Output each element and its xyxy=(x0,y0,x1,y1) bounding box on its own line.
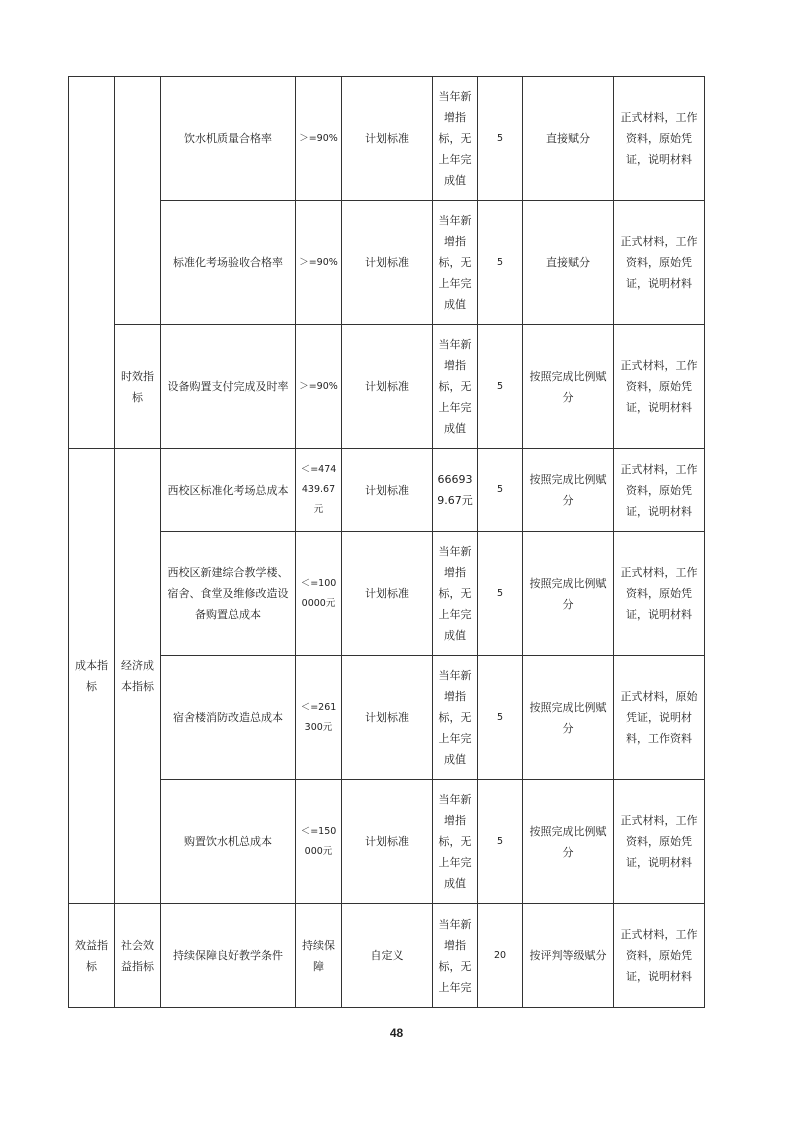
basis-cell: 计划标准 xyxy=(342,77,433,201)
last-year-value-cell: 当年新增指标，无上年完 xyxy=(433,904,478,1008)
scoring-method-cell: 按照完成比例赋分 xyxy=(523,780,614,904)
evidence-cell: 正式材料，工作资料，原始凭证，说明材料 xyxy=(614,325,705,449)
indicator-name-cell: 饮水机质量合格率 xyxy=(161,77,296,201)
indicator-name-cell: 标准化考场验收合格率 xyxy=(161,201,296,325)
last-year-value-cell: 666939.67元 xyxy=(433,449,478,532)
last-year-value-cell: 当年新增指标，无上年完成值 xyxy=(433,325,478,449)
score-cell: 5 xyxy=(478,77,523,201)
table-row xyxy=(69,532,705,656)
level1-indicator-cell: 成本指标 xyxy=(69,449,115,904)
evidence-cell: 正式材料，工作资料，原始凭证，说明材料 xyxy=(614,449,705,532)
level2-indicator-cell: 时效指标 xyxy=(115,325,161,449)
level2-indicator-cell: 社会效益指标 xyxy=(115,904,161,1008)
score-cell: 5 xyxy=(478,780,523,904)
performance-indicator-table xyxy=(68,76,705,1008)
score-cell: 5 xyxy=(478,325,523,449)
indicator-value-cell: 持续保障 xyxy=(296,904,342,1008)
table-row xyxy=(69,201,705,325)
evidence-cell: 正式材料，工作资料，原始凭证，说明材料 xyxy=(614,904,705,1008)
basis-cell: 自定义 xyxy=(342,904,433,1008)
table-row xyxy=(69,904,705,1008)
evidence-cell: 正式材料，工作资料，原始凭证，说明材料 xyxy=(614,780,705,904)
table-row xyxy=(69,780,705,904)
scoring-method-cell: 按评判等级赋分 xyxy=(523,904,614,1008)
table-row xyxy=(69,656,705,780)
score-cell: 5 xyxy=(478,449,523,532)
evidence-cell: 正式材料，原始凭证，说明材料，工作资料 xyxy=(614,656,705,780)
last-year-value-cell: 当年新增指标，无上年完成值 xyxy=(433,201,478,325)
score-cell: 5 xyxy=(478,532,523,656)
basis-cell: 计划标准 xyxy=(342,532,433,656)
basis-cell: 计划标准 xyxy=(342,325,433,449)
score-cell: 20 xyxy=(478,904,523,1008)
scoring-method-cell: 按照完成比例赋分 xyxy=(523,325,614,449)
level1-indicator-cell: 效益指标 xyxy=(69,904,115,1008)
table-row xyxy=(69,325,705,449)
table-row xyxy=(69,449,705,532)
last-year-value-cell: 当年新增指标，无上年完成值 xyxy=(433,77,478,201)
indicator-value-cell: ＞=90% xyxy=(296,325,342,449)
table-row xyxy=(69,77,705,201)
indicator-value-cell: ＞=90% xyxy=(296,201,342,325)
level2-indicator-cell: 经济成本指标 xyxy=(115,449,161,904)
indicator-value-cell: ＞=90% xyxy=(296,77,342,201)
score-cell: 5 xyxy=(478,201,523,325)
level1-indicator-cell xyxy=(69,77,115,449)
basis-cell: 计划标准 xyxy=(342,780,433,904)
scoring-method-cell: 直接赋分 xyxy=(523,201,614,325)
basis-cell: 计划标准 xyxy=(342,201,433,325)
indicator-name-cell: 西校区新建综合教学楼、宿舍、食堂及维修改造设备购置总成本 xyxy=(161,532,296,656)
evidence-cell: 正式材料，工作资料，原始凭证，说明材料 xyxy=(614,77,705,201)
indicator-name-cell: 持续保障良好教学条件 xyxy=(161,904,296,1008)
basis-cell: 计划标准 xyxy=(342,656,433,780)
last-year-value-cell: 当年新增指标，无上年完成值 xyxy=(433,780,478,904)
evidence-cell: 正式材料，工作资料，原始凭证，说明材料 xyxy=(614,201,705,325)
last-year-value-cell: 当年新增指标，无上年完成值 xyxy=(433,532,478,656)
scoring-method-cell: 按照完成比例赋分 xyxy=(523,449,614,532)
indicator-value-cell: ＜=150000元 xyxy=(296,780,342,904)
last-year-value-cell: 当年新增指标，无上年完成值 xyxy=(433,656,478,780)
basis-cell: 计划标准 xyxy=(342,449,433,532)
scoring-method-cell: 按照完成比例赋分 xyxy=(523,656,614,780)
page-number: 48 xyxy=(389,1026,404,1040)
indicator-name-cell: 设备购置支付完成及时率 xyxy=(161,325,296,449)
level2-indicator-cell xyxy=(115,77,161,325)
evidence-cell: 正式材料，工作资料，原始凭证，说明材料 xyxy=(614,532,705,656)
indicator-value-cell: ＜=474439.67元 xyxy=(296,449,342,532)
indicator-name-cell: 购置饮水机总成本 xyxy=(161,780,296,904)
scoring-method-cell: 按照完成比例赋分 xyxy=(523,532,614,656)
indicator-name-cell: 宿舍楼消防改造总成本 xyxy=(161,656,296,780)
indicator-value-cell: ＜=261300元 xyxy=(296,656,342,780)
indicator-value-cell: ＜=1000000元 xyxy=(296,532,342,656)
scoring-method-cell: 直接赋分 xyxy=(523,77,614,201)
indicator-name-cell: 西校区标准化考场总成本 xyxy=(161,449,296,532)
score-cell: 5 xyxy=(478,656,523,780)
